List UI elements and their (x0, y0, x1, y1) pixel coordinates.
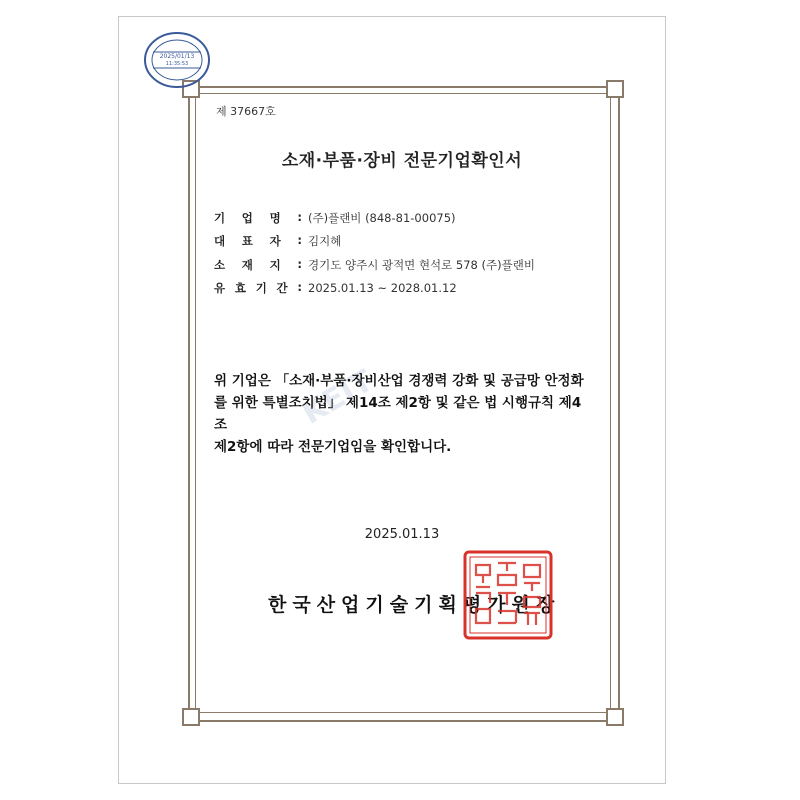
field-label: 유 효 기 간 : (214, 280, 302, 296)
watermark: KEIT (296, 363, 380, 432)
validity-period: 2025.01.13 ~ 2028.01.12 (308, 281, 457, 296)
frame-corner (182, 708, 200, 726)
stamp-date: 2025/01/13 (159, 53, 195, 60)
statement-line: 위 기업은 「소재·부품·장비산업 경쟁력 강화 및 공급망 안정화 (214, 373, 584, 389)
ceo-name: 김지혜 (308, 234, 342, 249)
company-name: (주)플랜비 (848-81-00075) (308, 210, 456, 225)
field-label: 소 재 지 : (214, 256, 302, 272)
info-row-validity (214, 277, 535, 301)
frame-corner (606, 80, 624, 98)
issuer-name: 한국산업기술기획평가원장 (268, 594, 561, 616)
frame-corner (606, 708, 624, 726)
certification-statement (214, 370, 594, 458)
statement-line: 를 위한 특별조치법」 제14조 제2항 및 같은 법 시행규칙 제4조 (214, 395, 582, 433)
svg-text:11:35:53: 11:35:53 (165, 61, 189, 67)
field-label: 대 표 자 : (214, 233, 302, 249)
verification-stamp-icon (143, 30, 211, 90)
document-title: 소재·부품·장비 전문기업확인서 (281, 151, 523, 171)
info-table (214, 206, 535, 300)
statement-line: 제2항에 따라 전문기업임을 확인합니다. (214, 439, 452, 455)
official-seal-icon (462, 549, 554, 641)
info-row-company (214, 206, 535, 230)
company-address: 경기도 양주시 광적면 현석로 578 (주)플랜비 (308, 257, 535, 272)
info-row-ceo (214, 230, 535, 254)
field-label: 기 업 명 : (214, 209, 302, 225)
issue-date: 2025.01.13 (364, 527, 440, 542)
info-row-address (214, 253, 535, 277)
document-number: 제 37667호 (216, 105, 276, 118)
